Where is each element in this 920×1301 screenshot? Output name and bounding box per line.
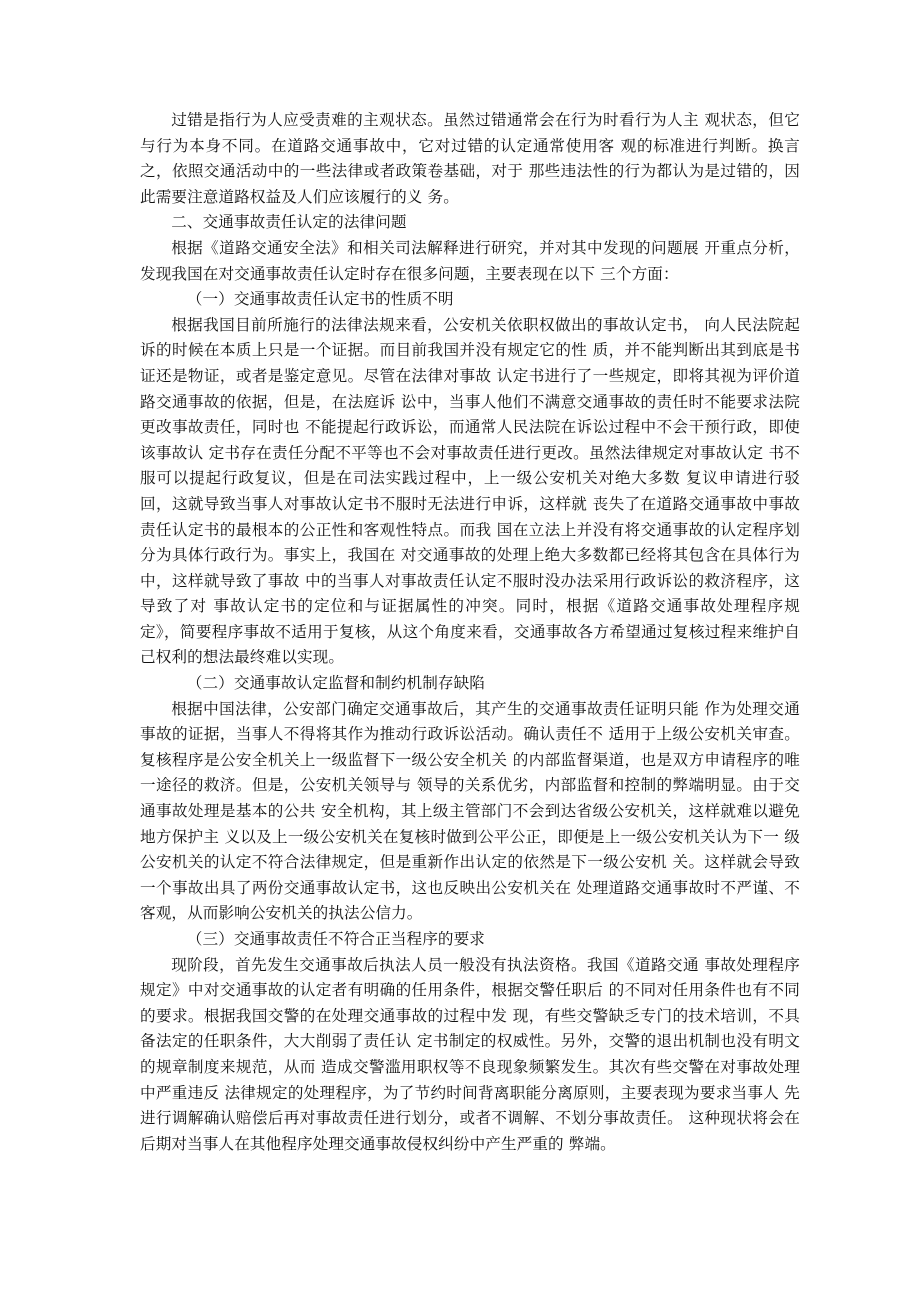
section-heading-legal-issues: 二、交通事故责任认定的法律问题 bbox=[171, 213, 407, 232]
subheading-supervision-defects: （二）交通事故认定监督和制约机制存缺陷 bbox=[186, 674, 485, 693]
document-body bbox=[140, 108, 800, 1157]
subheading-due-process: （三）交通事故责任不符合正当程序的要求 bbox=[186, 930, 485, 948]
paragraph-nature-unclear: 根据我国目前所施行的法律法规来看，公安机关依职权做出的事故认定书， 向人民法院起诉的时候在本质上只是一个证据。而目前我国并没有规定它的性 质，并不能判断出其到底是书证还是物证，或者是鉴定意见。尽管在法律对事故 认定书进行了一些规定，即将其视为评价道路交通事故的依据，但是，在法庭诉 讼中，当事人他们不满意交通事故的责任时不能要求法院更改事故责任，同时也 不能提起行政诉讼，而通常人民法院在诉讼过程中不会干预行政，即使该事故认 定书存在责任分配不平等也不会对事故责任进行更改。虽然法律规定对事故认定 书不服可以提起行政复议，但是在司法实践过程中，上一级公安机关对绝大多数 复议申请进行驳回，这就导致当事人对事故认定书不服时无法进行申诉，这样就 丧失了在道路交通事故中事故责任认定书的最根本的公正性和客观性特点。而我 国在立法上并没有将交通事故的认定程序划分为具体行政行为。事实上，我国在 对交通事故的处理上绝大多数都已经将其包含在具体行为中，这样就导致了事故 中的当事人对事故责任认定不服时没办法采用行政诉讼的救济程序，这导致了对 事故认定书的定位和与证据属性的冲突。同时，根据《道路交通事故处理程序规 定》，简要程序事故不适用于复核，从这个角度来看，交通事故各方希望通过复核过程来维护自己权利的想法最终难以实现。 bbox=[140, 315, 800, 667]
subheading-nature-unclear: （一）交通事故责任认定书的性质不明 bbox=[186, 290, 454, 309]
paragraph-intro-problems: 根据《道路交通安全法》和相关司法解释进行研究，并对其中发现的问题展 开重点分析，发现我国在对交通事故责任认定时存在很多问题，主要表现在以下 三个方面： bbox=[140, 238, 800, 283]
paragraph-due-process: 现阶段，首先发生交通事故后执法人员一般没有执法资格。我国《道路交通 事故处理程序规定》中对交通事故的认定者有明确的任用条件，根据交警任职后 的不同对任用条件也有不同的要求。根据我国交警的在处理交通事故的过程中发 现，有些交警缺乏专门的技术培训，不具备法定的任职条件，大大削弱了责任认 定书制定的权威性。另外，交警的退出机制也没有明文的规章制度来规范，从而 造成交警滥用职权等不良现象频繁发生。其次有些交警在对事故处理中严重违反 法律规定的处理程序，为了节约时间背离职能分离原则，主要表现为要求当事人 先进行调解确认赔偿后再对事故责任进行划分，或者不调解、不划分事故责任。 这种现状将会在后期对当事人在其他程序处理交通事故侵权纠纷中产生严重的 弊端。 bbox=[140, 955, 800, 1153]
paragraph-supervision-defects: 根据中国法律，公安部门确定交通事故后，其产生的交通事故责任证明只能 作为处理交通事故的证据，当事人不得将其作为推动行政诉讼活动。确认责任不 适用于上级公安机关审查。复核程序是公安全机关上一级监督下一级公安全机关 的内部监督渠道，也是双方申请程序的唯一途径的救济。但是，公安机关领导与 领导的关系优劣，内部监督和控制的弊端明显。由于交通事故处理是基本的公共 安全机构，其上级主管部门不会到达省级公安机关，这样就难以避免地方保护主 义以及上一级公安机关在复核时做到公平公正，即便是上一级公安机关认为下一 级公安机关的认定不符合法律规定，但是重新作出认定的依然是下一级公安机 关。这样就会导致一个事故出具了两份交通事故认定书，这也反映出公安机关在 处理道路交通事故时不严谨、不客观，从而影响公安机关的执法公信力。 bbox=[140, 699, 800, 923]
paragraph-fault-definition: 过错是指行为人应受责难的主观状态。虽然过错通常会在行为时看行为人主 观状态，但它与行为本身不同。在道路交通事故中，它对过错的认定通常使用客 观的标准进行判断。换言之，依照交通活动中的一些法律或者政策卷基础，对于 那些违法性的行为都认为是过错的，因此需要注意道路权益及人们应该履行的义 务。 bbox=[140, 111, 800, 206]
